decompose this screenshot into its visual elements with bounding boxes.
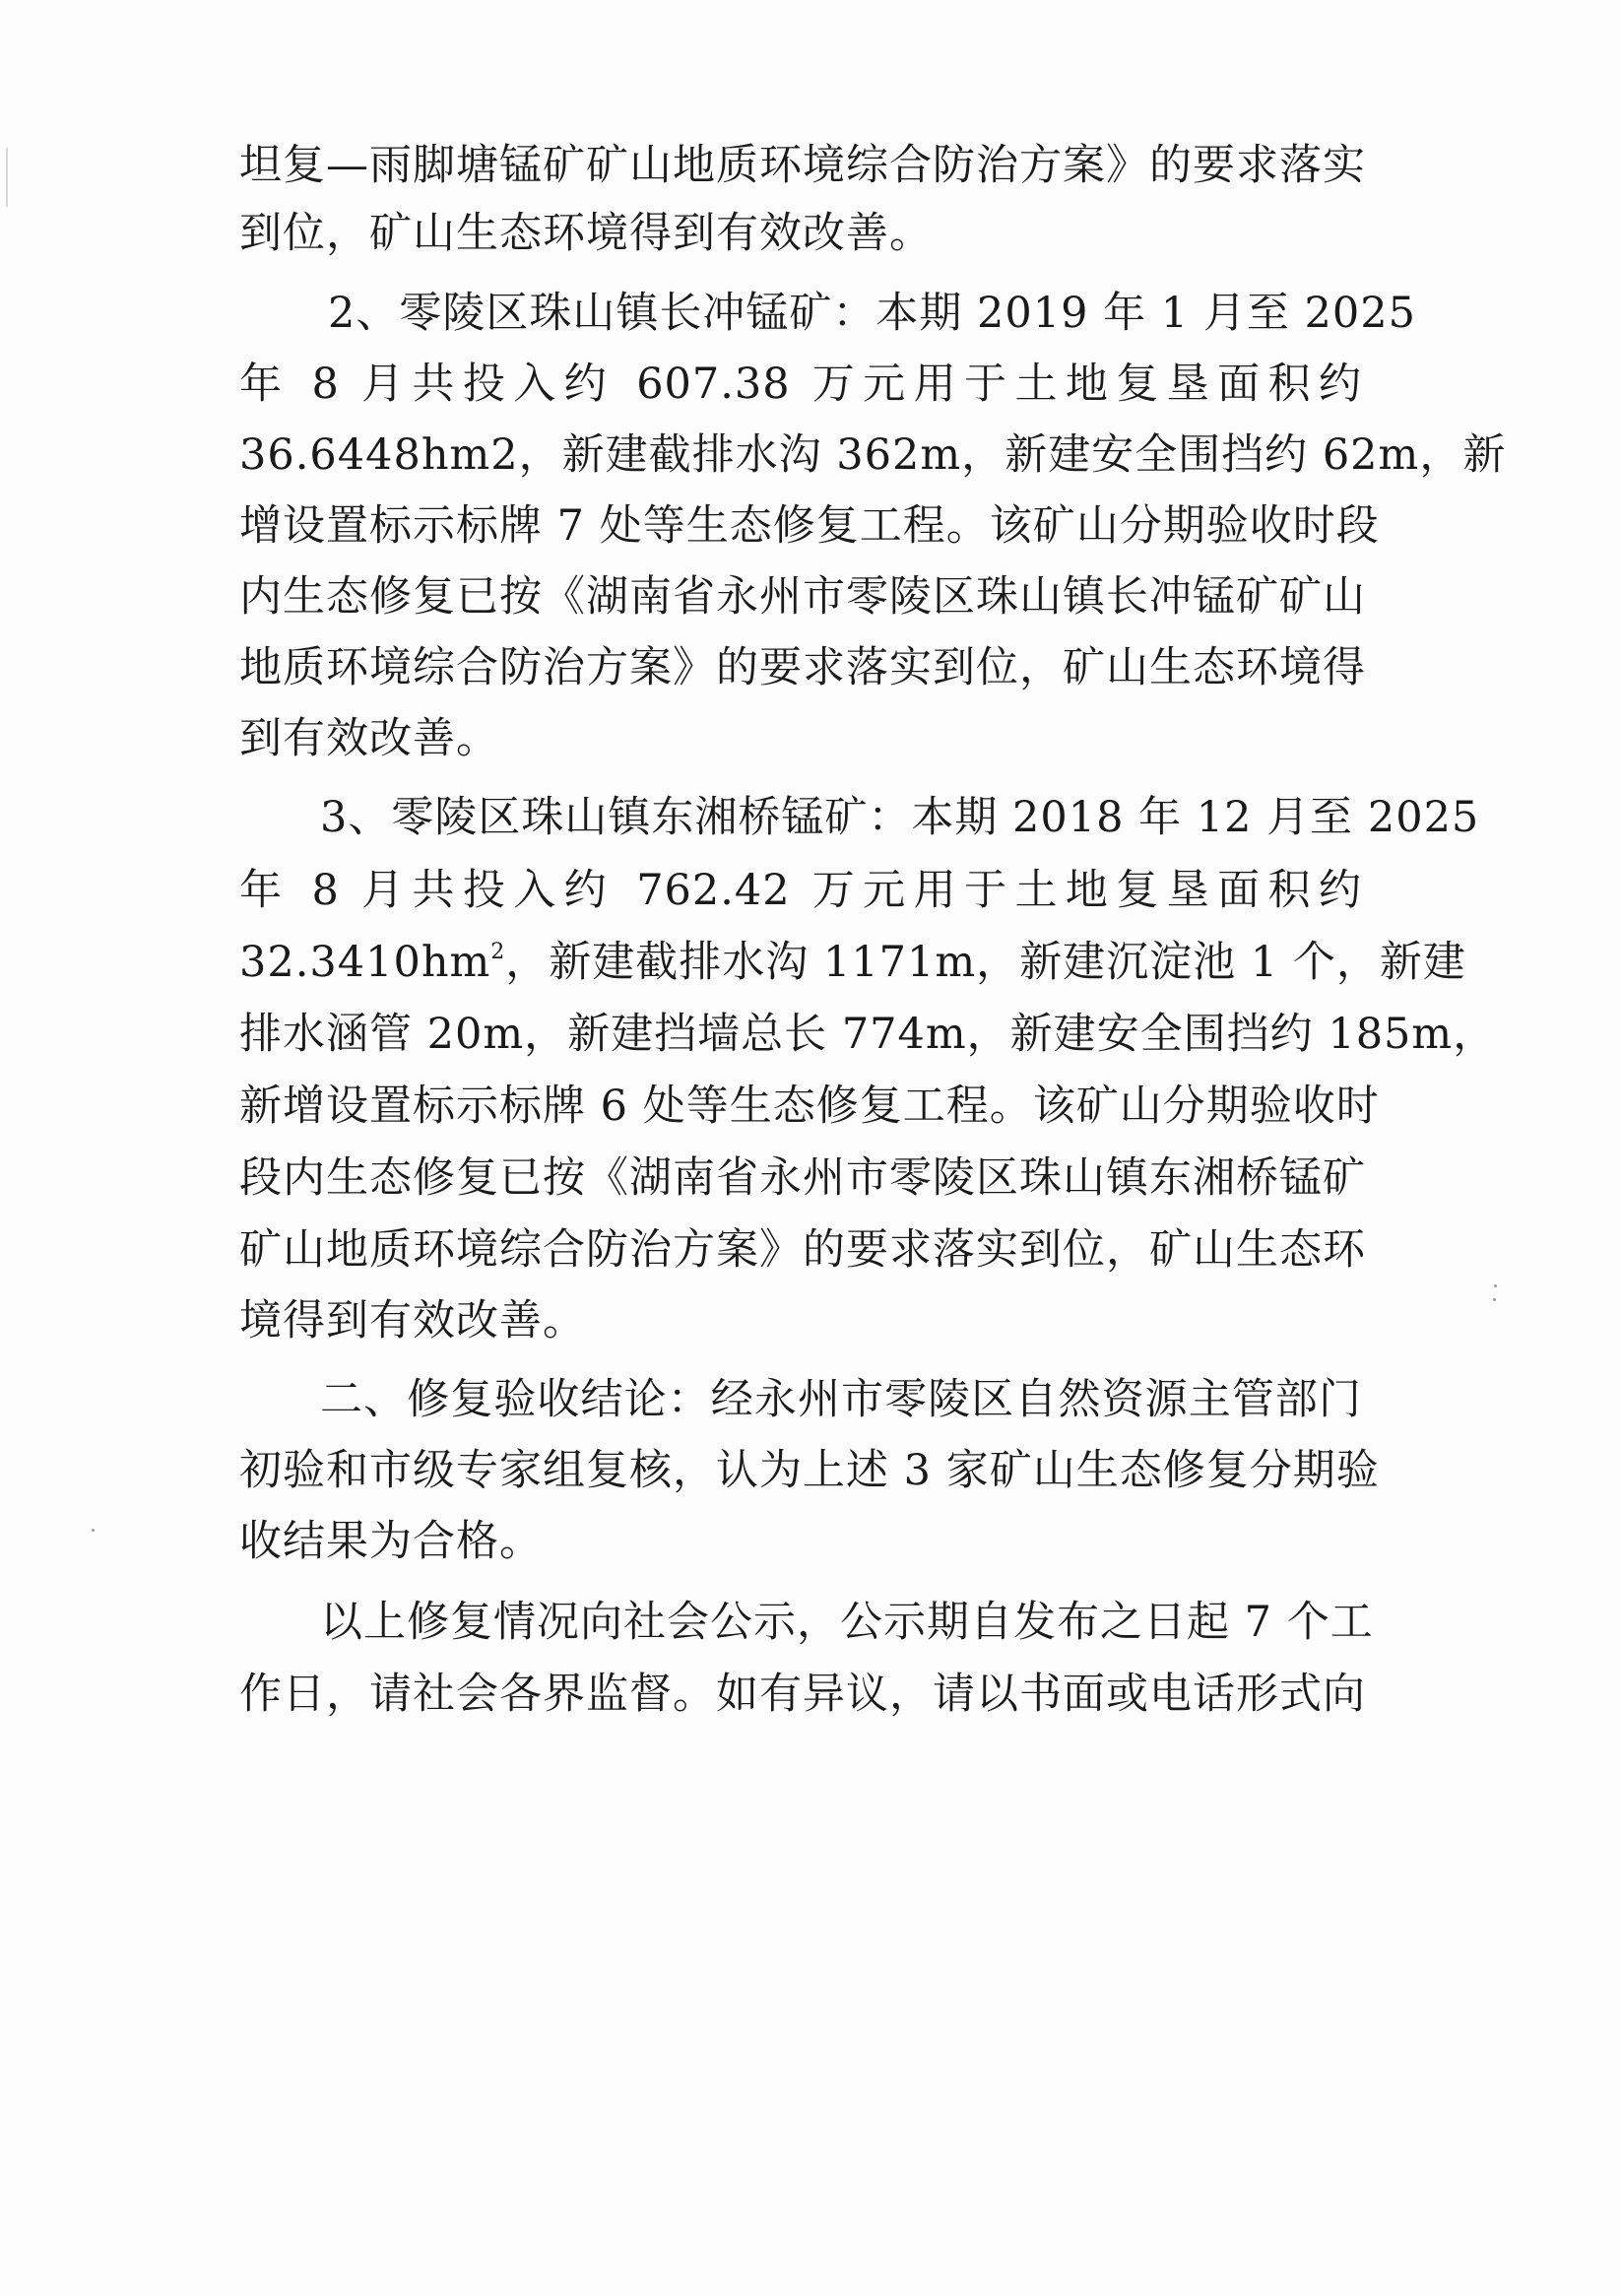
scan-speck <box>1493 1298 1496 1301</box>
text-line: 收结果为合格。 <box>239 1517 543 1566</box>
text-line: 二、修复验收结论：经永州市零陵区自然资源主管部门 <box>320 1375 1362 1424</box>
text-line: 矿山地质环境综合防治方案》的要求落实到位，矿山生态环 <box>239 1225 1366 1275</box>
text-line: 地质环境综合防治方案》的要求落实到位，矿山生态环境得 <box>239 643 1366 692</box>
text-line: 到有效改善。 <box>239 714 499 763</box>
text-line: 作日，请社会各界监督。如有异议，请以书面或电话形式向 <box>239 1670 1366 1719</box>
text-line: 内生态修复已按《湖南省永州市零陵区珠山镇长冲锰矿矿山 <box>239 572 1366 622</box>
text-line: 初验和市级专家组复核，认为上述 3 家矿山生态修复分期验 <box>239 1446 1380 1495</box>
text-line: 排水涵管 20m，新建挡墙总长 774m，新建安全围挡约 185m， <box>239 1010 1497 1059</box>
scan-speck <box>1494 1284 1497 1287</box>
text-line: 段内生态修复已按《湖南省永州市零陵区珠山镇东湘桥锰矿 <box>239 1153 1366 1203</box>
text-line: 新增设置标示标牌 6 处等生态修复工程。该矿山分期验收时 <box>239 1082 1380 1131</box>
scan-speck <box>92 1529 95 1532</box>
text-line: 坦复—雨脚塘锰矿矿山地质环境综合防治方案》的要求落实 <box>239 141 1366 190</box>
text-line: 增设置标示标牌 7 处等生态修复工程。该矿山分期验收时段 <box>239 501 1380 551</box>
text-line: 3、零陵区珠山镇东湘桥锰矿：本期 2018 年 12 月至 2025 <box>320 793 1480 842</box>
area-value: 32.3410hm <box>239 938 491 987</box>
scan-edge-mark <box>6 148 8 207</box>
text-line: 36.6448hm2，新建截排水沟 362m，新建安全围挡约 62m，新 <box>239 430 1507 480</box>
area-line-rest: ，新建截排水沟 1171m，新建沉淀池 1 个，新建 <box>505 938 1466 987</box>
text-line: 年 8 月共投入约 607.38 万元用于土地复垦面积约 <box>239 360 1362 409</box>
text-line-area <box>239 923 1466 1002</box>
text-line: 境得到有效改善。 <box>239 1296 586 1345</box>
text-line: 年 8 月共投入约 762.42 万元用于土地复垦面积约 <box>239 866 1362 915</box>
text-line: 到位，矿山生态环境得到有效改善。 <box>239 209 933 258</box>
text-line: 2、零陵区珠山镇长冲锰矿：本期 2019 年 1 月至 2025 <box>328 289 1416 338</box>
text-line: 以上修复情况向社会公示，公示期自发布之日起 7 个工 <box>320 1598 1374 1647</box>
area-superscript: 2 <box>490 940 506 964</box>
